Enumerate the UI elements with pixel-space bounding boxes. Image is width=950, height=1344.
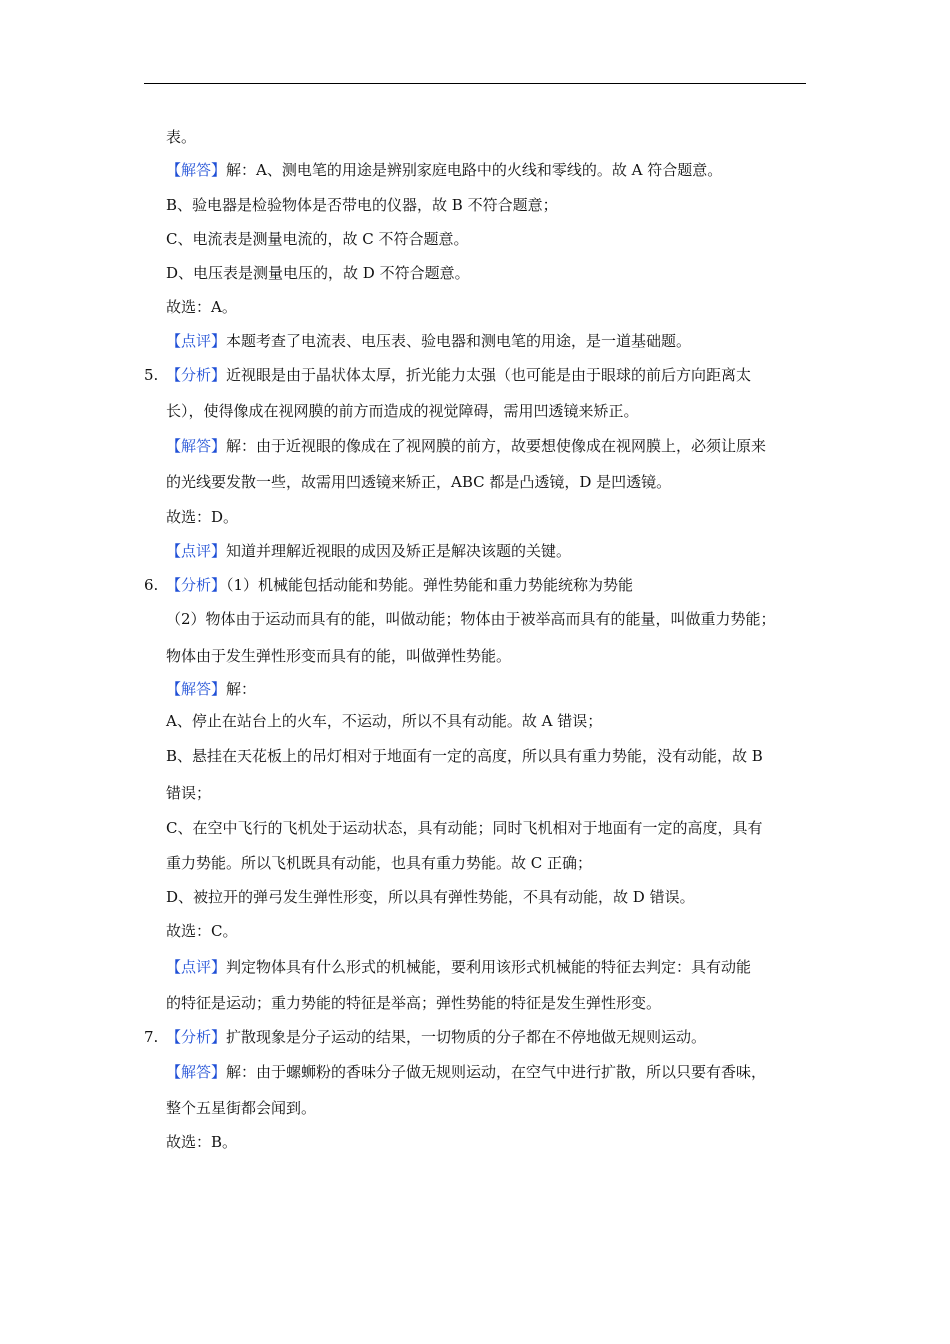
section-tag: 【解答】: [166, 437, 227, 455]
text-line: [166, 401, 639, 421]
line-text: 重力势能。所以飞机既具有动能，也具有重力势能。故 C 正确；: [166, 854, 593, 872]
line-text: 知道并理解近视眼的成因及矫正是解决该题的关键。: [226, 542, 572, 560]
question-number: 7.: [144, 1028, 159, 1046]
line-text: 故选：B。: [166, 1133, 238, 1151]
line-text: 的光线要发散一些，故需用凹透镜来矫正，ABC 都是凸透镜，D 是凹透镜。: [166, 473, 672, 491]
line-text: 表。: [166, 128, 197, 146]
text-line: [166, 1062, 766, 1082]
text-line: [166, 541, 571, 561]
text-line: [166, 297, 237, 317]
text-line: [166, 818, 762, 838]
section-tag: 【解答】: [166, 161, 227, 179]
line-text: 长），使得像成在视网膜的前方而造成的视觉障碍，需用凹透镜来矫正。: [166, 402, 639, 420]
text-line: [166, 853, 592, 873]
section-tag: 【分析】: [166, 1028, 227, 1046]
line-text: 错误；: [166, 784, 212, 802]
section-tag: 【解答】: [166, 680, 227, 698]
section-tag: 【解答】: [166, 1063, 227, 1081]
line-text: 解：: [226, 680, 257, 698]
text-line: [166, 263, 470, 283]
text-line: [166, 365, 751, 385]
header-rule: [144, 83, 806, 84]
text-line: [166, 957, 751, 977]
question-number: 5.: [144, 366, 159, 384]
line-text: B、悬挂在天花板上的吊灯相对于地面有一定的高度，所以具有重力势能，没有动能，故 B: [166, 747, 763, 765]
text-line: [166, 195, 558, 215]
question-number: 6.: [144, 576, 159, 594]
line-text: 解：由于近视眼的像成在了视网膜的前方，故要想使像成在视网膜上，必须让原来: [226, 437, 767, 455]
text-line: [166, 646, 511, 666]
line-text: 物体由于发生弹性形变而具有的能，叫做弹性势能。: [166, 647, 512, 665]
line-text: D、被拉开的弹弓发生弹性形变，所以具有弹性势能，不具有动能，故 D 错误。: [166, 888, 695, 906]
line-text: （1）机械能包括动能和势能。弹性势能和重力势能统称为势能: [226, 576, 634, 594]
line-text: 整个五星街都会闻到。: [166, 1099, 317, 1117]
text-line: [166, 711, 602, 731]
line-text: 判定物体具有什么形式的机械能，要利用该形式机械能的特征去判定：具有动能: [226, 958, 752, 976]
text-line: [166, 609, 776, 629]
line-text: 的特征是运动；重力势能的特征是举高；弹性势能的特征是发生弹性形变。: [166, 994, 662, 1012]
line-text: 故选：D。: [166, 508, 239, 526]
line-text: 故选：A。: [166, 298, 237, 316]
line-text: D、电压表是测量电压的，故 D 不符合题意。: [166, 264, 470, 282]
text-line: [166, 331, 691, 351]
text-line: [166, 1027, 706, 1047]
text-line: [166, 746, 763, 766]
line-text: 本题考查了电流表、电压表、验电器和测电笔的用途，是一道基础题。: [226, 332, 692, 350]
section-tag: 【点评】: [166, 332, 227, 350]
line-text: 解：由于螺蛳粉的香味分子做无规则运动，在空气中进行扩散，所以只要有香味，: [226, 1063, 767, 1081]
text-line: [166, 679, 256, 699]
text-line: [166, 1098, 316, 1118]
text-line: [166, 436, 766, 456]
line-text: B、验电器是检验物体是否带电的仪器，故 B 不符合题意；: [166, 196, 558, 214]
text-line: [166, 887, 695, 907]
text-line: [166, 127, 196, 147]
text-line: [166, 507, 238, 527]
text-line: [166, 921, 237, 941]
section-tag: 【点评】: [166, 958, 227, 976]
line-text: （2）物体由于运动而具有的能，叫做动能；物体由于被举高而具有的能量，叫做重力势能；: [166, 610, 776, 628]
line-text: C、电流表是测量电流的，故 C 不符合题意。: [166, 230, 469, 248]
text-line: [166, 575, 633, 595]
text-line: [166, 1132, 237, 1152]
line-text: 解：A、测电笔的用途是辨别家庭电路中的火线和零线的。故 A 符合题意。: [226, 161, 723, 179]
section-tag: 【分析】: [166, 576, 227, 594]
text-line: [166, 993, 661, 1013]
text-line: [166, 160, 722, 180]
line-text: 扩散现象是分子运动的结果，一切物质的分子都在不停地做无规则运动。: [226, 1028, 707, 1046]
section-tag: 【点评】: [166, 542, 227, 560]
line-text: A、停止在站台上的火车，不运动，所以不具有动能。故 A 错误；: [166, 712, 603, 730]
section-tag: 【分析】: [166, 366, 227, 384]
line-text: 近视眼是由于晶状体太厚，折光能力太强（也可能是由于眼球的前后方向距离太: [226, 366, 752, 384]
text-line: [166, 229, 469, 249]
text-line: [166, 783, 211, 803]
line-text: C、在空中飞行的飞机处于运动状态，具有动能；同时飞机相对于地面有一定的高度，具有: [166, 819, 763, 837]
line-text: 故选：C。: [166, 922, 238, 940]
text-line: [166, 472, 671, 492]
